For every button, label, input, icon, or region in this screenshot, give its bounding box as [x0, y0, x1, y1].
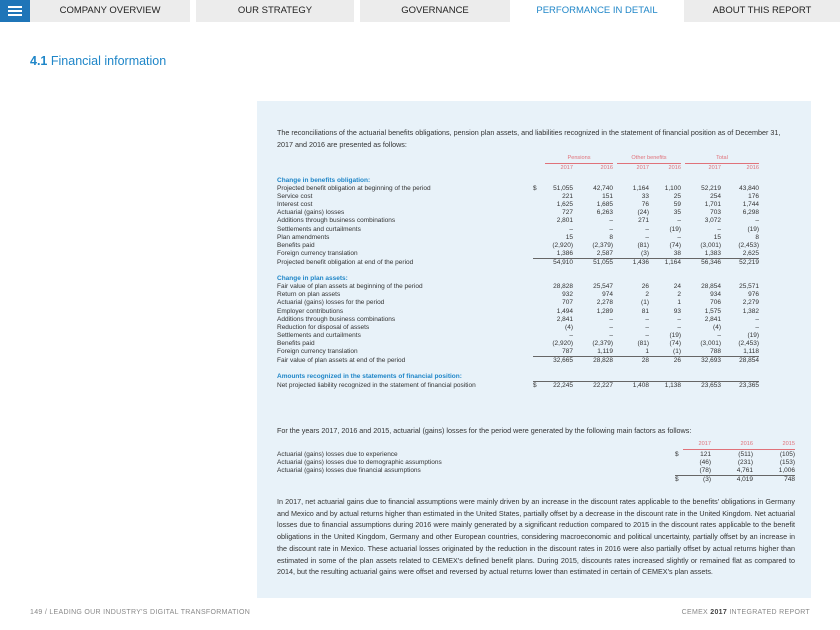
currency-symbol — [533, 258, 541, 267]
table-cell — [573, 275, 613, 283]
table-cell: (74) — [669, 241, 681, 249]
table-cell: (3,001) — [700, 339, 721, 347]
table-row — [277, 459, 795, 467]
footer-title: LEADING OUR INDUSTRY'S DIGITAL TRANSFORMATION — [49, 609, 251, 616]
table-cell: – — [755, 315, 759, 323]
row-label — [277, 476, 675, 485]
table-cell: – — [609, 217, 613, 225]
table-cell: – — [717, 331, 721, 339]
table-cell — [649, 267, 681, 275]
table-cell: 176 — [748, 193, 759, 201]
table-cell: 26 — [673, 357, 681, 365]
row-label: Benefits paid — [277, 339, 315, 347]
table-cell: 15 — [713, 233, 721, 241]
table-cell: 1 — [613, 348, 649, 357]
table-cell: 4,761 — [711, 467, 753, 476]
table-cell: 26 — [641, 283, 649, 291]
table-cell: 1,164 — [664, 258, 681, 266]
table-cell — [649, 365, 681, 373]
table-cell: – — [677, 233, 681, 241]
table-row — [277, 201, 795, 209]
table-cell: (2,379) — [592, 241, 613, 249]
table-cell — [681, 177, 721, 185]
table-cell: 1,744 — [742, 201, 759, 209]
row-label: Projected benefit obligation at end of the period — [277, 258, 414, 266]
table-cell: 934 — [710, 291, 721, 299]
year-header: 2017 — [636, 165, 649, 171]
column-group-header: Pensions — [567, 155, 591, 161]
table-cell: 6,298 — [742, 209, 759, 217]
currency-symbol — [533, 373, 541, 381]
table-cell: (81) — [637, 339, 649, 347]
currency-symbol — [533, 316, 541, 324]
table-cell: 43,840 — [739, 185, 759, 193]
table-cell: – — [569, 225, 573, 233]
year-header: 2017 — [698, 441, 711, 447]
table-cell: (2,453) — [738, 241, 759, 249]
table-cell: 22,227 — [593, 381, 613, 389]
table-row — [277, 250, 795, 259]
table-cell: – — [645, 315, 649, 323]
table-cell: – — [645, 323, 649, 331]
currency-symbol: $ — [675, 451, 679, 458]
table-cell — [721, 365, 759, 373]
table-cell: 42,740 — [593, 185, 613, 193]
row-label: Fair value of plan assets at end of the period — [277, 356, 406, 364]
table-cell: – — [755, 217, 759, 225]
row-label: Service cost — [277, 193, 313, 201]
table-cell: 6,263 — [596, 209, 613, 217]
tab-governance[interactable]: GOVERNANCE — [360, 0, 510, 22]
table-cell: 8 — [609, 233, 613, 241]
table-cell — [649, 275, 681, 283]
table-cell: 788 — [681, 348, 721, 357]
currency-symbol — [533, 242, 541, 250]
table-cell — [649, 177, 681, 185]
table-cell — [541, 365, 573, 373]
table-cell: 76 — [641, 201, 649, 209]
table-cell: – — [609, 315, 613, 323]
row-label: Actuarial (gains) losses — [277, 209, 345, 217]
currency-symbol — [533, 177, 541, 185]
table-cell: 706 — [710, 299, 721, 307]
table-cell — [681, 275, 721, 283]
table-cell: 38 — [649, 250, 681, 259]
table-cell: – — [609, 331, 613, 339]
table-cell: (4) — [565, 323, 573, 331]
table-cell: 974 — [602, 291, 613, 299]
table-cell — [541, 373, 573, 381]
table-cell — [681, 365, 721, 373]
currency-symbol — [533, 234, 541, 242]
table-cell: 81 — [641, 307, 649, 315]
table-cell: (19) — [747, 331, 759, 339]
closing-paragraph: In 2017, net actuarial gains due to financial assumptions were mainly driven by an increase in the discount rates applicable to the benefits' obligations in Germany and Mexico and by actual returns higher than estimated in the United States, partially offset by a decrease in the discount rate in the United Kingdom. Net actuarial losses due to financial assumptions during 2016 were mainly generated by a significant reduction compared to 2015 in the discount rates applicable to the benefit obligations in the United Kingdom, Germany and other European countries, considering macroeconomic and political uncertainty, partially offset by an increase in the discount rate in Mexico. These actuarial losses originated by the reduction in the discount rates in 2016 were also partially offset by actual returns higher than estimated in some of the plan assets related to CEMEX's defined benefit plans. During 2015, discounts rates increased slightly or remained flat as compared to 2014, but the resulting actuarial gains were offset and reversed by actual returns lower than estimated in certain of CEMEX's plan assets. — [277, 497, 795, 577]
table-cell: 2,841 — [556, 315, 573, 323]
table-cell: 33 — [641, 193, 649, 201]
table-cell: (3) — [613, 250, 649, 259]
currency-symbol — [533, 193, 541, 201]
table-row — [277, 291, 795, 299]
table-row — [277, 234, 795, 242]
table-cell: 2,279 — [742, 299, 759, 307]
table-row — [277, 324, 795, 332]
year-header: 2017 — [708, 165, 721, 171]
table-cell: 35 — [673, 209, 681, 217]
table-cell: 271 — [638, 217, 649, 225]
currency-symbol — [533, 291, 541, 299]
table-cell: 4,019 — [736, 476, 753, 484]
table-cell: 28,854 — [739, 357, 759, 365]
table-cell: 51,055 — [553, 185, 573, 193]
table-cell: 703 — [710, 209, 721, 217]
table-cell: – — [645, 331, 649, 339]
table-cell: – — [677, 217, 681, 225]
tab-performance-in-detail[interactable]: PERFORMANCE IN DETAIL — [516, 0, 678, 22]
row-label: Actuarial (gains) losses due to experience — [277, 451, 398, 458]
table-cell: (78) — [683, 467, 711, 476]
row-label: Actuarial (gains) losses for the period — [277, 299, 385, 307]
table-cell: 3,072 — [704, 217, 721, 225]
table-cell: 28,828 — [593, 357, 613, 365]
table-cell: – — [609, 323, 613, 331]
table-row — [277, 476, 795, 485]
row-label: Settlements and curtailments — [277, 225, 361, 233]
table-row — [277, 348, 795, 357]
table-cell: (4) — [713, 323, 721, 331]
section-title — [30, 54, 166, 68]
table-cell: (3,001) — [700, 241, 721, 249]
table-cell — [721, 177, 759, 185]
table-cell: 2,587 — [573, 250, 613, 259]
table-cell — [613, 267, 649, 275]
table-row — [277, 381, 795, 390]
header-rule — [617, 163, 681, 164]
table-row — [277, 185, 795, 193]
table-cell: (19) — [747, 225, 759, 233]
currency-symbol — [675, 467, 683, 476]
table-cell — [613, 177, 649, 185]
header-rule — [683, 449, 795, 450]
row-label — [277, 267, 533, 275]
row-label: Return on plan assets — [277, 291, 341, 299]
table-cell: (2,920) — [552, 241, 573, 249]
table-cell: 1,118 — [721, 348, 759, 357]
page-number: 149 — [30, 609, 43, 616]
footer-report-label: INTEGRATED REPORT — [729, 609, 810, 616]
table-cell: 1,575 — [704, 307, 721, 315]
currency-symbol — [533, 283, 541, 291]
currency-symbol: $ — [533, 381, 537, 389]
table-row — [277, 332, 795, 340]
currency-symbol — [533, 250, 541, 259]
table-cell: 221 — [562, 193, 573, 201]
table-cell: 1,006 — [753, 467, 795, 476]
currency-symbol — [533, 201, 541, 209]
table-cell: 28,854 — [701, 283, 721, 291]
table-cell: 8 — [755, 233, 759, 241]
row-label: Interest cost — [277, 201, 313, 209]
table-cell: (74) — [669, 339, 681, 347]
table-row — [277, 226, 795, 234]
table-cell: (1) — [641, 299, 649, 307]
table-row — [277, 283, 795, 291]
table-cell: 25,571 — [739, 283, 759, 291]
row-label: Settlements and curtailments — [277, 331, 361, 339]
table-cell: 25 — [673, 193, 681, 201]
top-navigation — [0, 0, 840, 22]
row-label: Plan amendments — [277, 233, 330, 241]
year-header: 2016 — [746, 165, 759, 171]
table-cell: (231) — [737, 459, 753, 467]
table-cell — [721, 373, 759, 381]
table-cell: 2 — [645, 291, 649, 299]
table-cell: 1,494 — [556, 307, 573, 315]
table-cell: (105) — [779, 451, 795, 458]
table-cell: 2 — [677, 291, 681, 299]
table-cell: (81) — [637, 241, 649, 249]
currency-symbol — [533, 332, 541, 340]
tab-about-this-report[interactable]: ABOUT THIS REPORT — [684, 0, 840, 22]
table-cell: 52,219 — [739, 258, 759, 266]
table-cell: 56,346 — [701, 258, 721, 266]
header-rule — [685, 163, 759, 164]
table-cell — [573, 365, 613, 373]
currency-symbol — [533, 365, 541, 373]
row-label: Benefits paid — [277, 241, 315, 249]
table-cell: 1,119 — [573, 348, 613, 357]
table-cell: – — [677, 315, 681, 323]
table-cell: 976 — [748, 291, 759, 299]
currency-symbol — [533, 267, 541, 275]
table-cell: 25,547 — [593, 283, 613, 291]
table-cell: 1,386 — [541, 250, 573, 259]
year-header: 2015 — [782, 441, 795, 447]
table-cell: (153) — [779, 459, 795, 467]
table-cell — [613, 373, 649, 381]
table-cell: 787 — [541, 348, 573, 357]
table-row — [277, 267, 795, 275]
table-row — [277, 308, 795, 316]
row-label: Projected benefit obligation at beginning of the period — [277, 185, 431, 193]
row-label: Fair value of plan assets at beginning of the period — [277, 283, 423, 291]
table-cell: 52,219 — [701, 185, 721, 193]
table-cell: (46) — [699, 459, 711, 467]
table-cell: 1,383 — [681, 250, 721, 259]
table-cell: 1,164 — [632, 185, 649, 193]
table-cell: (2,920) — [552, 339, 573, 347]
table-cell: 23,365 — [739, 381, 759, 389]
row-label: Additions through business combinations — [277, 315, 396, 323]
table-cell: 2,625 — [721, 250, 759, 259]
table-cell: – — [645, 233, 649, 241]
table-cell — [573, 177, 613, 185]
table-row — [277, 451, 795, 459]
table-cell: (511) — [738, 451, 753, 458]
table-cell: – — [609, 225, 613, 233]
column-group-header: Total — [716, 155, 728, 161]
section-number: 4.1 — [30, 54, 48, 68]
menu-icon[interactable] — [0, 0, 30, 22]
currency-symbol: $ — [675, 476, 679, 484]
table-cell: – — [569, 331, 573, 339]
footer-right — [682, 609, 810, 616]
row-label: Reduction for disposal of assets — [277, 323, 370, 331]
table-row — [277, 209, 795, 217]
table-row — [277, 357, 795, 366]
currency-symbol — [533, 226, 541, 234]
row-label: Actuarial (gains) losses due to demographic assumptions — [277, 459, 442, 467]
year-header: 2016 — [668, 165, 681, 171]
table-cell: 1,685 — [596, 201, 613, 209]
column-group-header: Other benefits — [631, 155, 667, 161]
row-label: Actuarial (gains) losses due financial assumptions — [277, 467, 421, 475]
actuarial-factors-table — [277, 451, 795, 484]
table-cell: 727 — [562, 209, 573, 217]
tab-our-strategy[interactable]: OUR STRATEGY — [196, 0, 354, 22]
table-cell: 1,382 — [742, 307, 759, 315]
table-cell: 1,138 — [664, 381, 681, 389]
table-cell: – — [755, 323, 759, 331]
table-cell: 28,828 — [553, 283, 573, 291]
year-header: 2016 — [600, 165, 613, 171]
table-row — [277, 217, 795, 225]
table-cell: – — [717, 225, 721, 233]
currency-symbol — [533, 209, 541, 217]
table-cell: 1,408 — [632, 381, 649, 389]
table-cell: 2,841 — [704, 315, 721, 323]
table-row — [277, 242, 795, 250]
table-cell — [613, 365, 649, 373]
table-cell: 15 — [565, 233, 573, 241]
year-header: 2017 — [560, 165, 573, 171]
table-cell — [613, 275, 649, 283]
table-cell: (1) — [649, 348, 681, 357]
table-cell — [649, 373, 681, 381]
section-heading: Change in plan assets: — [277, 275, 348, 283]
table-cell: (3) — [703, 476, 711, 484]
currency-symbol — [533, 275, 541, 283]
currency-symbol — [533, 357, 541, 366]
table-section-row — [277, 177, 795, 185]
table-cell: 32,665 — [553, 357, 573, 365]
row-label: Foreign currency translation — [277, 250, 358, 258]
table-row — [277, 299, 795, 307]
table-row — [277, 467, 795, 476]
table-cell: – — [645, 225, 649, 233]
table-cell — [573, 373, 613, 381]
table-cell: 93 — [673, 307, 681, 315]
table-row — [277, 340, 795, 348]
table-cell: (19) — [669, 331, 681, 339]
table-cell: 1,436 — [632, 258, 649, 266]
table-cell: 932 — [562, 291, 573, 299]
table-cell: 54,910 — [553, 258, 573, 266]
header-rule — [545, 163, 613, 164]
table-cell: 2,278 — [596, 299, 613, 307]
table-cell — [681, 267, 721, 275]
footer-left: 149 / LEADING OUR INDUSTRY'S DIGITAL TRANSFORMATION — [30, 609, 251, 616]
currency-symbol — [533, 299, 541, 307]
table-cell: (24) — [637, 209, 649, 217]
table-cell: (2,453) — [738, 339, 759, 347]
table-cell — [721, 267, 759, 275]
currency-symbol — [533, 308, 541, 316]
table-cell: 1,289 — [596, 307, 613, 315]
table-cell: (2,379) — [592, 339, 613, 347]
row-label: Foreign currency translation — [277, 348, 358, 356]
row-label: Net projected liability recognized in the statement of financial position — [277, 381, 476, 389]
section-heading: Amounts recognized in the statements of financial position: — [277, 373, 462, 381]
row-label: Employer contributions — [277, 307, 344, 315]
table-row — [277, 193, 795, 201]
table-cell — [681, 373, 721, 381]
table-row — [277, 316, 795, 324]
table-cell: 707 — [562, 299, 573, 307]
table-cell: – — [677, 323, 681, 331]
row-label: Additions through business combinations — [277, 217, 396, 225]
table-cell: 1,701 — [704, 201, 721, 209]
currency-symbol — [533, 340, 541, 348]
currency-symbol — [675, 459, 683, 467]
table-cell: 1,625 — [556, 201, 573, 209]
row-label — [277, 365, 533, 373]
table-cell: 23,653 — [701, 381, 721, 389]
tab-company-overview[interactable]: COMPANY OVERVIEW — [30, 0, 190, 22]
table-cell: 28 — [641, 357, 649, 365]
table-cell — [573, 267, 613, 275]
table-cell: 32,693 — [701, 357, 721, 365]
table-cell — [721, 275, 759, 283]
table-cell — [541, 177, 573, 185]
table-cell: 1 — [677, 299, 681, 307]
currency-symbol — [533, 324, 541, 332]
table-row — [277, 258, 795, 267]
table-cell — [541, 275, 573, 283]
section-heading: Change in benefits obligation: — [277, 177, 371, 184]
currency-symbol — [533, 348, 541, 357]
section-title-text: Financial information — [50, 54, 167, 68]
table-cell: 748 — [784, 476, 795, 484]
currency-symbol: $ — [533, 185, 537, 193]
table-cell: 1,100 — [664, 185, 681, 193]
intro-text: The reconciliations of the actuarial benefits obligations, pension plan assets, and liabilities recognized in the statement of financial position as of December 31, 2017 and 2016 are presented as follows: — [277, 128, 781, 149]
table-cell: 24 — [673, 283, 681, 291]
table-cell: 121 — [700, 451, 711, 458]
year-header: 2016 — [740, 441, 753, 447]
footer-brand: CEMEX — [681, 609, 709, 616]
table-cell: 151 — [602, 193, 613, 201]
footer-year: 2017 — [710, 609, 728, 616]
benefits-reconciliation-table — [277, 177, 795, 390]
currency-symbol — [533, 217, 541, 225]
table-cell — [541, 267, 573, 275]
table-cell: 51,055 — [593, 258, 613, 266]
mid-text: For the years 2017, 2016 and 2015, actuarial (gains) losses for the period were generated by the following main factors as follows: — [277, 426, 692, 435]
table-section-row — [277, 275, 795, 283]
table-row — [277, 365, 795, 373]
table-cell: 59 — [673, 201, 681, 209]
table-cell: 2,801 — [556, 217, 573, 225]
table-section-row — [277, 373, 795, 381]
table-cell: (19) — [669, 225, 681, 233]
table-cell: 254 — [710, 193, 721, 201]
table-cell: 22,245 — [553, 381, 573, 389]
